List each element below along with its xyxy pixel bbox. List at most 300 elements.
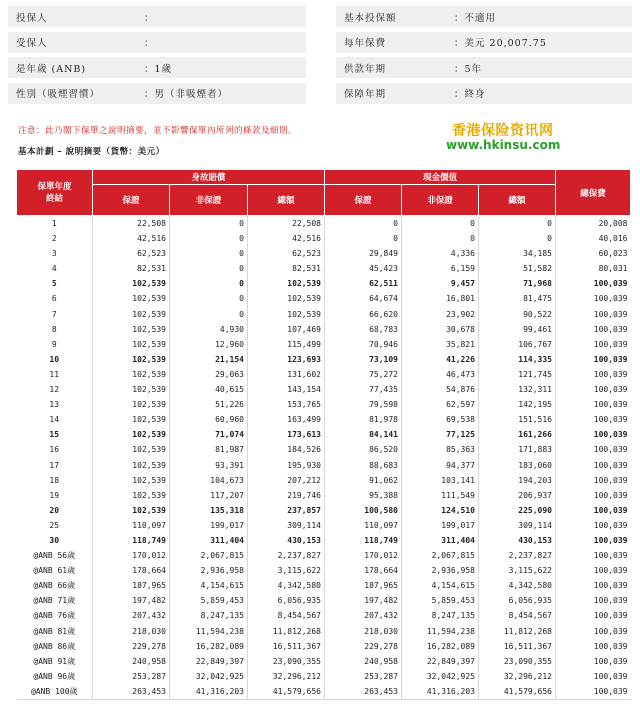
policy-year-cell: @ANB 81歲: [33, 626, 76, 636]
death-total-cell: 123,693: [248, 352, 325, 367]
death-guaranteed-cell: 170,012: [93, 548, 170, 563]
death-non-guaranteed-cell: 0: [170, 291, 248, 306]
info-value: ：5年: [454, 63, 483, 75]
cash-guaranteed-cell: 29,849: [325, 246, 402, 261]
total-premium-cell: 100,039: [556, 367, 631, 382]
cash-non-guaranteed-cell: 22,849,397: [402, 654, 479, 669]
policy-year-cell: 3: [51, 249, 57, 259]
policy-year-cell: 19: [49, 490, 60, 500]
cash-guaranteed-cell: 88,683: [325, 458, 402, 473]
policy-year-cell: 6: [51, 294, 57, 304]
info-row-annual-premium: [336, 32, 632, 53]
death-non-guaranteed-cell: 5,859,453: [170, 593, 248, 608]
cash-total-cell: 34,185: [479, 246, 556, 261]
death-total-cell: 115,499: [248, 337, 325, 352]
death-guaranteed-cell: 62,523: [93, 246, 170, 261]
death-total-cell: 430,153: [248, 533, 325, 548]
info-row-policyholder: [8, 6, 306, 27]
cash-guaranteed-cell: 84,141: [325, 427, 402, 442]
death-non-guaranteed-cell: 311,404: [170, 533, 248, 548]
cash-non-guaranteed-cell: 11,594,238: [402, 624, 479, 639]
death-guaranteed-cell: 102,539: [93, 382, 170, 397]
cash-guaranteed-cell: 263,453: [325, 684, 402, 700]
death-non-guaranteed-cell: 11,594,238: [170, 624, 248, 639]
cash-total-cell: 206,937: [479, 488, 556, 503]
death-non-guaranteed-cell: 22,849,397: [170, 654, 248, 669]
plan-title: 基本計劃 – 說明摘要（貨幣：美元）: [18, 147, 165, 157]
cash-total-cell: 8,454,567: [479, 608, 556, 623]
cash-guaranteed-cell: 79,598: [325, 397, 402, 412]
policy-info: [8, 6, 632, 104]
death-guaranteed-cell: 102,539: [93, 458, 170, 473]
cash-total-cell: 106,767: [479, 337, 556, 352]
cash-total-cell: 23,090,355: [479, 654, 556, 669]
subheader-death-total: 總額: [248, 185, 325, 216]
death-non-guaranteed-cell: 32,042,925: [170, 669, 248, 684]
policy-year-cell: 20: [49, 505, 60, 515]
table-row: [17, 473, 631, 488]
cash-guaranteed-cell: 118,749: [325, 533, 402, 548]
total-premium-cell: 40,016: [556, 231, 631, 246]
table-row: [17, 533, 631, 548]
death-total-cell: 16,511,367: [248, 639, 325, 654]
cash-total-cell: 142,195: [479, 397, 556, 412]
cash-guaranteed-cell: 70,946: [325, 337, 402, 352]
table-row: [17, 669, 631, 684]
death-guaranteed-cell: 197,482: [93, 593, 170, 608]
illustration-table-wrap: [16, 169, 630, 700]
death-total-cell: 102,539: [248, 291, 325, 306]
table-row: [17, 397, 631, 412]
death-total-cell: 163,499: [248, 412, 325, 427]
total-premium-cell: 100,039: [556, 593, 631, 608]
table-row: [17, 246, 631, 261]
death-non-guaranteed-cell: 117,207: [170, 488, 248, 503]
info-label: 供款年期: [344, 63, 387, 75]
info-value: ：美元 20,007.75: [454, 38, 547, 50]
info-value: ：1歲: [144, 63, 173, 75]
table-row: [17, 488, 631, 503]
cash-total-cell: 71,968: [479, 276, 556, 291]
policy-year-cell: @ANB 100歲: [17, 684, 93, 700]
cash-non-guaranteed-cell: 4,154,615: [402, 578, 479, 593]
cash-total-cell: 430,153: [479, 533, 556, 548]
cash-guaranteed-cell: 95,388: [325, 488, 402, 503]
death-total-cell: 23,090,355: [248, 654, 325, 669]
cash-non-guaranteed-cell: 54,876: [402, 382, 479, 397]
cash-non-guaranteed-cell: 5,859,453: [402, 593, 479, 608]
total-premium-cell: 100,039: [556, 427, 631, 442]
death-total-cell: 153,765: [248, 397, 325, 412]
death-total-cell: 11,812,268: [248, 624, 325, 639]
death-non-guaranteed-cell: 71,074: [170, 427, 248, 442]
policy-year-cell: 11: [49, 369, 60, 379]
info-row-sum-insured: [336, 6, 632, 27]
total-premium-cell: 100,039: [556, 563, 631, 578]
policy-year-cell: @ANB 96歲: [33, 671, 76, 681]
table-row: [17, 307, 631, 322]
death-total-cell: 82,531: [248, 261, 325, 276]
death-total-cell: 2,237,827: [248, 548, 325, 563]
total-premium-cell: 100,039: [556, 276, 631, 291]
cash-guaranteed-cell: 253,287: [325, 669, 402, 684]
cash-total-cell: 161,266: [479, 427, 556, 442]
total-premium-cell: 80,031: [556, 261, 631, 276]
info-value: ：男（非吸煙者）: [144, 89, 229, 101]
cash-guaranteed-cell: 81,978: [325, 412, 402, 427]
death-guaranteed-cell: 102,539: [93, 276, 170, 291]
policy-year-cell: 9: [51, 339, 57, 349]
death-non-guaranteed-cell: 0: [170, 307, 248, 322]
cash-guaranteed-cell: 64,674: [325, 291, 402, 306]
cash-non-guaranteed-cell: 0: [402, 216, 479, 232]
policy-year-cell: 1: [51, 219, 57, 228]
cash-total-cell: 3,115,622: [479, 563, 556, 578]
cash-guaranteed-cell: 197,482: [325, 593, 402, 608]
cash-non-guaranteed-cell: 111,549: [402, 488, 479, 503]
cash-guaranteed-cell: 229,278: [325, 639, 402, 654]
cash-non-guaranteed-cell: 103,141: [402, 473, 479, 488]
death-guaranteed-cell: 102,539: [93, 337, 170, 352]
death-non-guaranteed-cell: 16,282,089: [170, 639, 248, 654]
cash-non-guaranteed-cell: 85,363: [402, 442, 479, 457]
policy-year-cell: @ANB 56歲: [33, 551, 76, 561]
table-row: [17, 231, 631, 246]
total-premium-cell: 100,039: [556, 548, 631, 563]
policy-year-cell: 16: [49, 445, 60, 455]
info-row-gender: [8, 83, 306, 104]
info-value: ：不適用: [454, 12, 497, 24]
total-premium-cell: 100,039: [556, 639, 631, 654]
cash-guaranteed-cell: 62,511: [325, 276, 402, 291]
table-row: [17, 442, 631, 457]
death-non-guaranteed-cell: 199,017: [170, 518, 248, 533]
cash-non-guaranteed-cell: 2,936,958: [402, 563, 479, 578]
cash-guaranteed-cell: 240,958: [325, 654, 402, 669]
cash-total-cell: 11,812,268: [479, 624, 556, 639]
cash-total-cell: 194,203: [479, 473, 556, 488]
table-row: [17, 352, 631, 367]
death-total-cell: 107,469: [248, 322, 325, 337]
death-total-cell: 32,296,212: [248, 669, 325, 684]
death-guaranteed-cell: 240,958: [93, 654, 170, 669]
death-non-guaranteed-cell: 21,154: [170, 352, 248, 367]
death-total-cell: 309,114: [248, 518, 325, 533]
cash-non-guaranteed-cell: 4,336: [402, 246, 479, 261]
table-row: [17, 684, 631, 700]
death-non-guaranteed-cell: 2,936,958: [170, 563, 248, 578]
table-row: [17, 458, 631, 473]
table-row: [17, 639, 631, 654]
total-premium-cell: 100,039: [556, 608, 631, 623]
policy-year-cell: @ANB 66歲: [33, 581, 76, 591]
col-header-cash-value: 現金價值: [325, 170, 556, 185]
cash-guaranteed-cell: 0: [325, 231, 402, 246]
death-guaranteed-cell: 229,278: [93, 639, 170, 654]
policy-year-cell: 13: [49, 400, 60, 410]
info-value: ：: [144, 12, 155, 24]
total-premium-cell: 100,039: [556, 322, 631, 337]
cash-guaranteed-cell: 0: [325, 216, 402, 232]
cash-guaranteed-cell: 91,062: [325, 473, 402, 488]
policy-year-cell: @ANB 76歲: [33, 611, 76, 621]
policy-year-cell: 4: [51, 264, 57, 274]
death-non-guaranteed-cell: 0: [170, 246, 248, 261]
cash-total-cell: 151,516: [479, 412, 556, 427]
subheader-cash-guaranteed: 保證: [325, 185, 402, 216]
illustration-table-body: [17, 216, 631, 700]
info-label: 性別（吸煙習慣）: [16, 89, 101, 101]
total-premium-cell: 100,039: [556, 397, 631, 412]
cash-total-cell: 309,114: [479, 518, 556, 533]
policy-year-cell: 14: [49, 415, 60, 425]
policy-year-cell: 7: [51, 309, 57, 319]
death-non-guaranteed-cell: 12,960: [170, 337, 248, 352]
total-premium-cell: 20,008: [556, 216, 631, 232]
death-guaranteed-cell: 102,539: [93, 473, 170, 488]
cash-guaranteed-cell: 218,030: [325, 624, 402, 639]
info-row-insured: [8, 32, 306, 53]
subheader-death-non-guaranteed: 非保證: [170, 185, 248, 216]
cash-non-guaranteed-cell: 94,377: [402, 458, 479, 473]
death-guaranteed-cell: 102,539: [93, 352, 170, 367]
cash-total-cell: 2,237,827: [479, 548, 556, 563]
total-premium-cell: 100,039: [556, 684, 631, 700]
total-premium-cell: 100,039: [556, 382, 631, 397]
table-row: [17, 578, 631, 593]
table-row: [17, 518, 631, 533]
cash-total-cell: 4,342,580: [479, 578, 556, 593]
death-non-guaranteed-cell: 0: [170, 231, 248, 246]
policy-year-cell: 10: [49, 354, 60, 364]
table-row: [17, 322, 631, 337]
cash-non-guaranteed-cell: 69,538: [402, 412, 479, 427]
cash-non-guaranteed-cell: 41,226: [402, 352, 479, 367]
death-non-guaranteed-cell: 29,063: [170, 367, 248, 382]
cash-non-guaranteed-cell: 16,801: [402, 291, 479, 306]
cash-guaranteed-cell: 66,620: [325, 307, 402, 322]
cash-total-cell: 0: [479, 231, 556, 246]
death-non-guaranteed-cell: 93,391: [170, 458, 248, 473]
death-guaranteed-cell: 110,097: [93, 518, 170, 533]
policy-year-cell: @ANB 86歲: [33, 641, 76, 651]
death-guaranteed-cell: 218,030: [93, 624, 170, 639]
cash-guaranteed-cell: 207,432: [325, 608, 402, 623]
info-label: 每年保費: [344, 38, 387, 50]
cash-total-cell: 6,056,935: [479, 593, 556, 608]
cash-non-guaranteed-cell: 62,597: [402, 397, 479, 412]
death-total-cell: 41,579,656: [248, 684, 325, 700]
death-non-guaranteed-cell: 51,226: [170, 397, 248, 412]
death-guaranteed-cell: 207,432: [93, 608, 170, 623]
cash-total-cell: 132,311: [479, 382, 556, 397]
illustration-table: [16, 169, 631, 700]
watermark-url: www.hkinsu.com: [446, 138, 561, 152]
death-guaranteed-cell: 187,965: [93, 578, 170, 593]
cash-non-guaranteed-cell: 30,678: [402, 322, 479, 337]
cash-non-guaranteed-cell: 124,510: [402, 503, 479, 518]
total-premium-cell: 100,039: [556, 473, 631, 488]
table-row: [17, 503, 631, 518]
death-guaranteed-cell: 82,531: [93, 261, 170, 276]
table-row: [17, 654, 631, 669]
subheader-cash-total: 總額: [479, 185, 556, 216]
cash-total-cell: 81,475: [479, 291, 556, 306]
total-premium-cell: 100,039: [556, 578, 631, 593]
policy-year-cell: 18: [49, 475, 60, 485]
death-total-cell: 219,746: [248, 488, 325, 503]
cash-non-guaranteed-cell: 41,316,203: [402, 684, 479, 700]
table-row: [17, 337, 631, 352]
policy-year-cell: @ANB 71歲: [33, 596, 76, 606]
death-total-cell: 4,342,580: [248, 578, 325, 593]
policy-year-cell: 12: [49, 385, 60, 395]
cash-non-guaranteed-cell: 8,247,135: [402, 608, 479, 623]
policy-year-cell: 30: [49, 535, 60, 545]
death-guaranteed-cell: 118,749: [93, 533, 170, 548]
cash-total-cell: 16,511,367: [479, 639, 556, 654]
cash-guaranteed-cell: 86,520: [325, 442, 402, 457]
total-premium-cell: 100,039: [556, 337, 631, 352]
info-label: 是年歲 (ANB): [16, 63, 87, 75]
policy-year-cell: 2: [51, 234, 57, 244]
cash-total-cell: 41,579,656: [479, 684, 556, 700]
cash-guaranteed-cell: 178,664: [325, 563, 402, 578]
death-total-cell: 195,930: [248, 458, 325, 473]
death-total-cell: 62,523: [248, 246, 325, 261]
death-total-cell: 173,613: [248, 427, 325, 442]
table-row: [17, 412, 631, 427]
death-guaranteed-cell: 102,539: [93, 488, 170, 503]
death-guaranteed-cell: 263,453: [93, 684, 170, 700]
death-total-cell: 22,508: [248, 216, 325, 232]
death-guaranteed-cell: 22,508: [93, 216, 170, 232]
death-guaranteed-cell: 102,539: [93, 442, 170, 457]
cash-guaranteed-cell: 110,097: [325, 518, 402, 533]
info-row-payment-term: [336, 57, 632, 78]
death-non-guaranteed-cell: 104,673: [170, 473, 248, 488]
death-guaranteed-cell: 102,539: [93, 322, 170, 337]
total-premium-cell: 100,039: [556, 352, 631, 367]
death-guaranteed-cell: 42,516: [93, 231, 170, 246]
cash-guaranteed-cell: 75,272: [325, 367, 402, 382]
cash-total-cell: 51,582: [479, 261, 556, 276]
cash-non-guaranteed-cell: 32,042,925: [402, 669, 479, 684]
table-row: [17, 548, 631, 563]
cash-non-guaranteed-cell: 35,821: [402, 337, 479, 352]
cash-guaranteed-cell: 45,423: [325, 261, 402, 276]
watermark-title: 香港保险资讯网: [452, 123, 554, 139]
info-value: ：: [144, 38, 155, 50]
table-row: [17, 291, 631, 306]
cash-non-guaranteed-cell: 2,067,815: [402, 548, 479, 563]
cash-non-guaranteed-cell: 0: [402, 231, 479, 246]
death-total-cell: 131,602: [248, 367, 325, 382]
cash-total-cell: 99,461: [479, 322, 556, 337]
table-row: [17, 593, 631, 608]
policy-year-cell: 17: [49, 460, 60, 470]
total-premium-cell: 100,039: [556, 488, 631, 503]
total-premium-cell: 100,039: [556, 624, 631, 639]
cash-guaranteed-cell: 68,783: [325, 322, 402, 337]
cash-non-guaranteed-cell: 46,473: [402, 367, 479, 382]
cash-guaranteed-cell: 187,965: [325, 578, 402, 593]
death-total-cell: 42,516: [248, 231, 325, 246]
death-guaranteed-cell: 102,539: [93, 291, 170, 306]
cash-total-cell: 0: [479, 216, 556, 232]
col-header-death-benefit: 身故賠償: [93, 170, 325, 185]
death-non-guaranteed-cell: 2,067,815: [170, 548, 248, 563]
info-label: 投保人: [16, 12, 48, 24]
death-non-guaranteed-cell: 8,247,135: [170, 608, 248, 623]
policy-info-left: [8, 6, 306, 104]
policy-info-right: [336, 6, 632, 104]
cash-total-cell: 183,060: [479, 458, 556, 473]
table-row: [17, 216, 631, 232]
death-guaranteed-cell: 102,539: [93, 427, 170, 442]
cash-total-cell: 90,522: [479, 307, 556, 322]
table-row: [17, 382, 631, 397]
death-non-guaranteed-cell: 40,615: [170, 382, 248, 397]
table-row: [17, 367, 631, 382]
cash-guaranteed-cell: 77,435: [325, 382, 402, 397]
total-premium-cell: 100,039: [556, 291, 631, 306]
info-label: 基本投保額: [344, 12, 397, 24]
policy-year-cell: @ANB 91歲: [33, 656, 76, 666]
total-premium-cell: 100,039: [556, 458, 631, 473]
policy-year-cell: 15: [49, 430, 60, 440]
col-header-policy-year: 保單年度 終結: [17, 170, 93, 216]
total-premium-cell: 100,039: [556, 654, 631, 669]
death-total-cell: 102,539: [248, 307, 325, 322]
death-non-guaranteed-cell: 41,316,203: [170, 684, 248, 700]
table-row: [17, 276, 631, 291]
subheader-death-guaranteed: 保證: [93, 185, 170, 216]
cash-non-guaranteed-cell: 23,902: [402, 307, 479, 322]
policy-year-cell: 8: [51, 324, 57, 334]
table-row: [17, 261, 631, 276]
death-total-cell: 102,539: [248, 276, 325, 291]
info-row-coverage-term: [336, 83, 632, 104]
cash-total-cell: 121,745: [479, 367, 556, 382]
death-non-guaranteed-cell: 4,930: [170, 322, 248, 337]
cash-non-guaranteed-cell: 9,457: [402, 276, 479, 291]
death-total-cell: 143,154: [248, 382, 325, 397]
death-total-cell: 237,857: [248, 503, 325, 518]
cash-non-guaranteed-cell: 77,125: [402, 427, 479, 442]
policy-year-cell: 25: [49, 520, 60, 530]
total-premium-cell: 60,023: [556, 246, 631, 261]
death-total-cell: 6,056,935: [248, 593, 325, 608]
col-header-total-premium: 總保費: [556, 170, 631, 216]
disclaimer-note: 注意：此乃閣下保單之說明摘要，並不影響保單內所列的條款及細則。: [18, 126, 298, 136]
policy-year-cell: @ANB 61歲: [33, 566, 76, 576]
death-total-cell: 184,526: [248, 442, 325, 457]
total-premium-cell: 100,039: [556, 442, 631, 457]
info-row-age: [8, 57, 306, 78]
death-non-guaranteed-cell: 0: [170, 216, 248, 232]
death-non-guaranteed-cell: 81,987: [170, 442, 248, 457]
table-row: [17, 624, 631, 639]
cash-non-guaranteed-cell: 16,282,089: [402, 639, 479, 654]
death-total-cell: 3,115,622: [248, 563, 325, 578]
total-premium-cell: 100,039: [556, 669, 631, 684]
death-total-cell: 207,212: [248, 473, 325, 488]
table-row: [17, 563, 631, 578]
cash-total-cell: 32,296,212: [479, 669, 556, 684]
death-non-guaranteed-cell: 0: [170, 261, 248, 276]
info-label: 受保人: [16, 38, 48, 50]
